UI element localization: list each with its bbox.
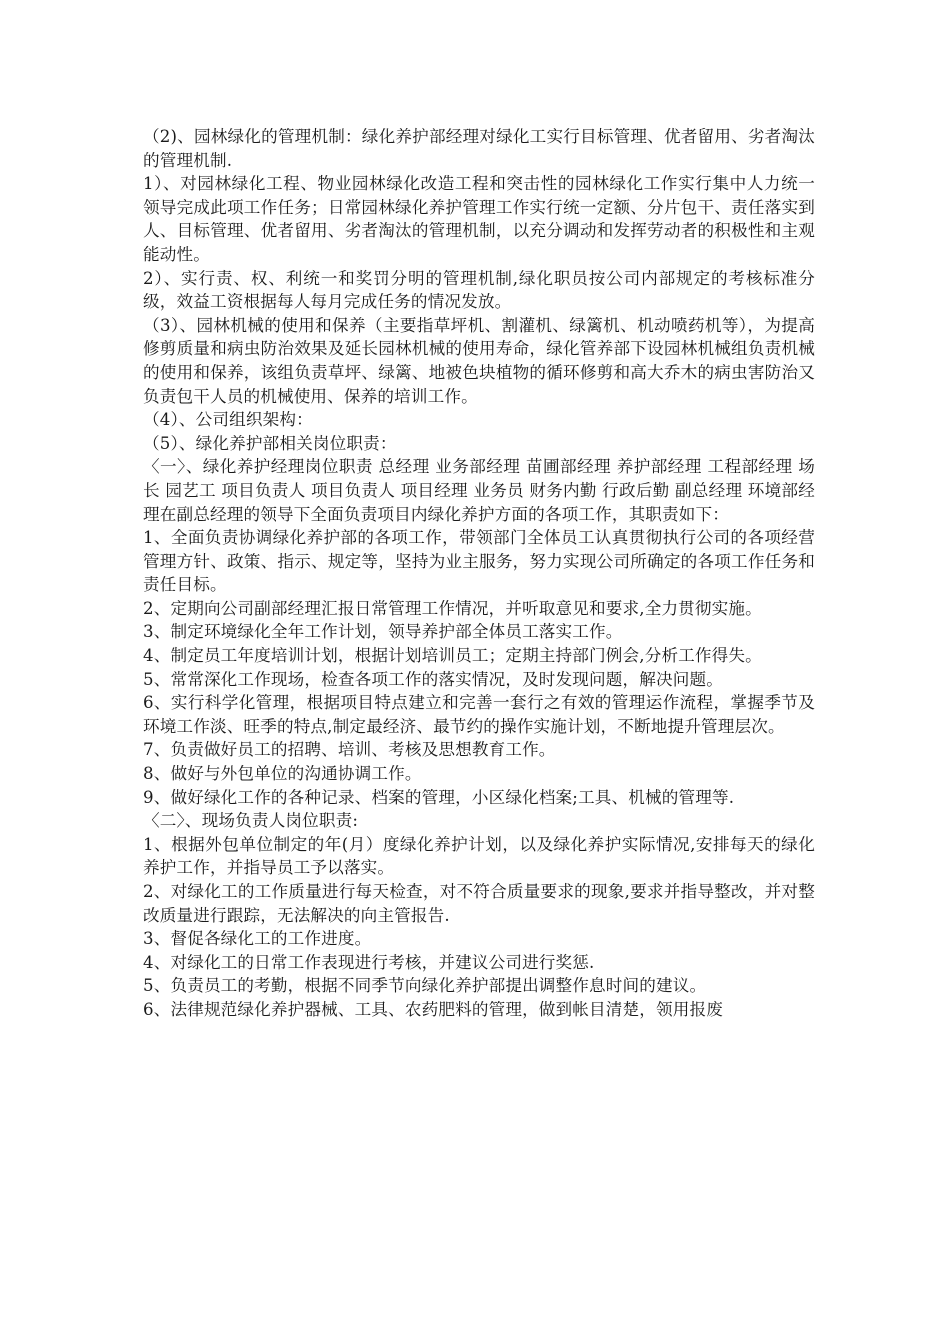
paragraph-item-1-centralized: 1）、对园林绿化工程、物业园林绿化改造工程和突击性的园林绿化工作实行集中人力统一领导完成此项工作任务；日常园林绿化养护管理工作实行统一定额、分片包干、责任落实到人、目标管理、优者留用、劣者淘汰的管理机制，以充分调动和发挥劳动者的积极性和主观能动性。	[143, 174, 815, 264]
paragraph-duty-5: 5、常常深化工作现场，检查各项工作的落实情况，及时发现问题，解决问题。	[143, 669, 723, 689]
paragraph-duty-8: 8、做好与外包单位的沟通协调工作。	[143, 764, 422, 784]
document-body	[143, 125, 815, 1022]
paragraph-duty-6: 6、实行科学化管理，根据项目特点建立和完善一套行之有效的管理运作流程，掌握季节及环境工作淡、旺季的特点,制定最经济、最节约的操作实施计划，不断地提升管理层次。	[143, 693, 815, 736]
paragraph-site-duty-1: 1、根据外包单位制定的年(月）度绿化养护计划，以及绿化养护实际情况,安排每天的绿化养护工作，并指导员工予以落实。	[143, 834, 815, 878]
paragraph-machinery-maintenance: （3）、园林机械的使用和保养（主要指草坪机、割灌机、绿篱机、机动喷药机等），为提高修剪质量和病虫防治效果及延长园林机械的使用寿命，绿化管养部下设园林机械组负责机械的使用和保养，该组负责草坪、绿篱、地被色块植物的循环修剪和高大乔木的病虫害防治又负责包干人员的机械使用、保养的培训工作。	[143, 315, 815, 406]
paragraph-site-lead-heading: 〈二〉、现场负责人岗位职责:	[143, 811, 359, 831]
paragraph-site-duty-2: 2、对绿化工的工作质量进行每天检查，对不符合质量要求的现象,要求并指导整改，并对整改质量进行跟踪，无法解决的向主管报告.	[143, 882, 815, 925]
paragraph-management-mechanism: （2)、园林绿化的管理机制：绿化养护部经理对绿化工实行目标管理、优者留用、劣者淘汰的管理机制.	[143, 127, 815, 170]
paragraph-site-duty-4: 4、对绿化工的日常工作表现进行考核，并建议公司进行奖惩.	[143, 952, 595, 972]
paragraph-manager-duties: 〈一〉、绿化养护经理岗位职责 总经理 业务部经理 苗圃部经理 养护部经理 工程部经理 场长 园艺工 项目负责人 项目负责人 项目经理 业务员 财务内勤 行政后勤 副总经理 环境部经理在副总经理的领导下全面负责项目内绿化养护方面的各项工作，其职责如下：	[143, 457, 815, 524]
paragraph-duty-7: 7、负责做好员工的招聘、培训、考核及思想教育工作。	[143, 740, 556, 760]
paragraph-duty-4: 4、制定员工年度培训计划，根据计划培训员工；定期主持部门例会,分析工作得失。	[143, 646, 762, 666]
paragraph-duty-1: 1、全面负责协调绿化养护部的各项工作，带领部门全体员工认真贯彻执行公司的各项经营管理方针、政策、指示、规定等，坚持为业主服务，努力实现公司所确定的各项工作任务和责任目标。	[143, 528, 815, 595]
paragraph-job-duties-heading: （5）、绿化养护部相关岗位职责：	[143, 433, 397, 453]
paragraph-site-duty-3: 3、督促各绿化工的工作进度。	[143, 929, 372, 949]
paragraph-site-duty-6: 6、法律规范绿化养护器械、工具、农药肥料的管理，做到帐目清楚，领用报废	[143, 999, 723, 1019]
paragraph-duty-2: 2、定期向公司副部经理汇报日常管理工作情况，并听取意见和要求,全力贯彻实施。	[143, 598, 762, 618]
paragraph-duty-9: 9、做好绿化工作的各种记录、档案的管理，小区绿化档案;工具、机械的管理等.	[143, 787, 735, 807]
paragraph-item-2-rewards: 2）、实行责、权、利统一和奖罚分明的管理机制,绿化职员按公司内部规定的考核标准分级，效益工资根据每人每月完成任务的情况发放。	[143, 268, 815, 312]
paragraph-site-duty-5: 5、负责员工的考勤，根据不同季节向绿化养护部提出调整作息时间的建议。	[143, 976, 707, 996]
paragraph-duty-3: 3、制定环境绿化全年工作计划，领导养护部全体员工落实工作。	[143, 622, 623, 642]
paragraph-org-structure: （4）、公司组织架构：	[143, 410, 313, 430]
